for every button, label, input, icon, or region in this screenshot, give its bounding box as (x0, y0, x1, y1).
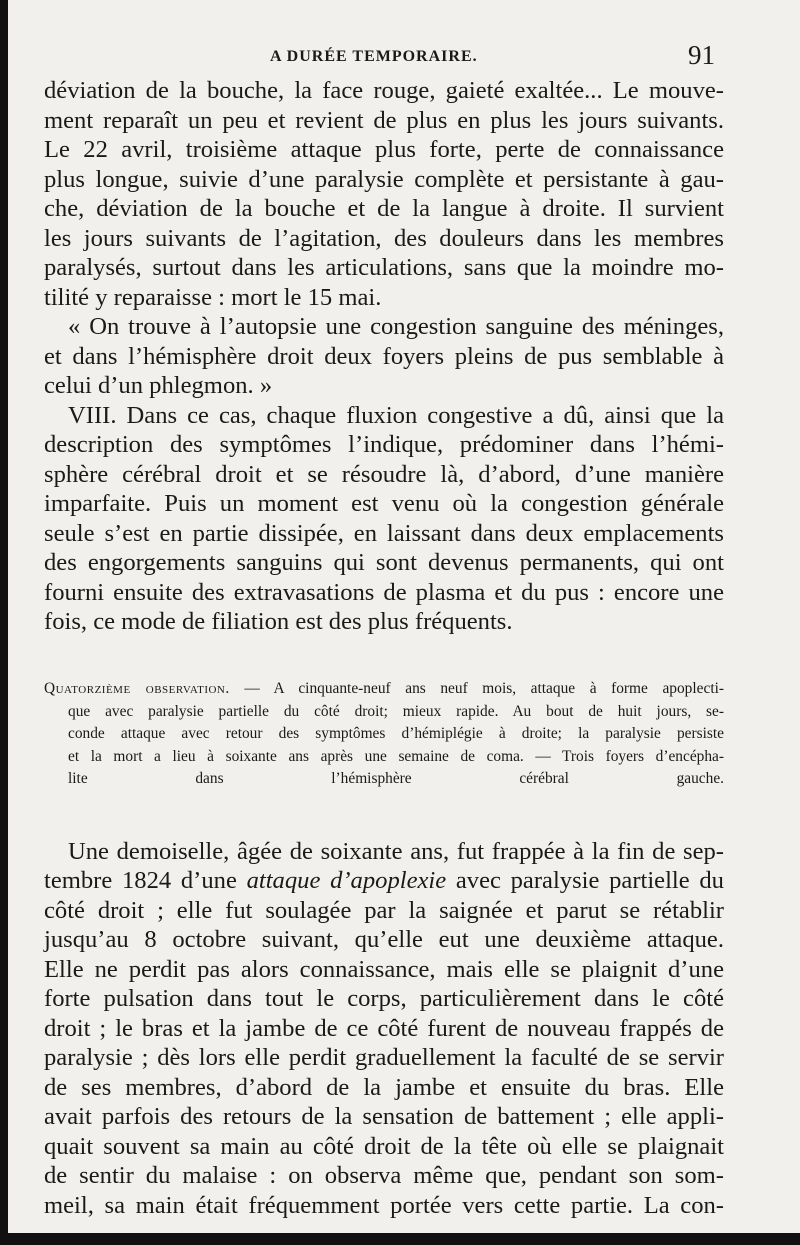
running-head: A DURÉE TEMPORAIRE. (270, 48, 478, 65)
main-text-top (44, 76, 724, 637)
paragraph-case-continuation (44, 76, 724, 312)
summary-line: lite dans l’hémisphère cérébral gauche. (68, 770, 724, 788)
emphasis-text: attaque d’apoplexie (246, 867, 447, 895)
book-page (8, 0, 800, 1233)
text-line (44, 866, 724, 896)
text-line: jusqu’au 8 octobre suivant, qu’elle eut une deuxième attaque. (44, 926, 724, 954)
text-line: fois, ce mode de filiation est des plus fréquents. (44, 608, 513, 635)
text-line: Elle ne perdit pas alors connaissance, mais elle se plaignit d’une (44, 955, 724, 983)
summary-line: conde attaque avec retour des symptômes d’hémiplégie à droite; la paralysie persiste (68, 725, 724, 743)
text-line: les jours suivants de l’agitation, des douleurs dans les membres (44, 224, 724, 252)
observation-heading: Quatorzième observation. (44, 680, 230, 697)
text-line: Le 22 avril, troisième attaque plus forte, perte de connaissance (44, 136, 724, 163)
text-line: forte pulsation dans tout le corps, particulièrement dans le côté (44, 985, 724, 1013)
page-header (8, 38, 800, 78)
text-line: côté droit ; elle fut soulagée par la saignée et parut se rétablir (44, 896, 724, 924)
text-line: et dans l’hémisphère droit deux foyers pleins de pus semblable à (44, 342, 724, 370)
text-line: fourni ensuite des extravasations de plasma et du pus : encore une (44, 578, 724, 606)
text-line: VIII. Dans ce cas, chaque fluxion congestive a dû, ainsi que la (68, 401, 724, 429)
text-line: Une demoiselle, âgée de soixante ans, fut frappée à la fin de sep- (68, 837, 724, 865)
text-line: quait souvent sa main au côté droit de la tête où elle se plaignait (44, 1132, 724, 1160)
summary-text: — A cinquante-neuf ans neuf mois, attaque à forme apoplecti- (244, 680, 724, 697)
text-line: sphère cérébral droit et se résoudre là, d’abord, d’une manière (44, 460, 724, 488)
summary-line: et la mort a lieu à soixante ans après une semaine de coma. — Trois foyers d’encépha- (68, 747, 724, 765)
text-line: paralysie ; dès lors elle perdit graduellement la faculté de se servir (44, 1044, 724, 1072)
text-line: description des symptômes l’indique, prédominer dans l’hémi- (44, 431, 724, 458)
main-text-bottom (44, 812, 724, 1245)
text-line: avait parfois des retours de la sensation de battement ; elle appli- (44, 1103, 724, 1131)
page-number: 91 (688, 40, 715, 70)
text-line: des engorgements sanguins qui sont devenus permanents, qui ont (44, 549, 724, 576)
text-line: droit ; le bras et la jambe de ce côté furent de nouveau frappés de (44, 1014, 724, 1042)
paragraph-case-description (44, 837, 724, 1221)
text-line: ment reparaît un peu et revient de plus en plus les jours suivants. (44, 106, 724, 134)
observation-summary (44, 678, 724, 791)
text-line: plus longue, suivie d’une paralysie complète et persistante à gau- (44, 165, 724, 193)
text-line: tilité y reparaisse : mort le 15 mai. (44, 283, 382, 311)
text-fragment: avec paralysie partielle du (446, 867, 724, 895)
text-line: « On trouve à l’autopsie une congestion sanguine des méninges, (68, 313, 724, 340)
paragraph-autopsy-quote (44, 312, 724, 401)
text-line: seule s’est en partie dissipée, en laissant dans deux emplacements (44, 519, 724, 547)
text-line: meil, sa main était fréquemment portée vers cette partie. La con- (44, 1191, 724, 1219)
text-line: déviation de la bouche, la face rouge, gaieté exaltée... Le mouve- (44, 77, 724, 104)
text-line: che, déviation de la bouche et de la langue à droite. Il survient (44, 195, 724, 222)
paragraph-section-viii (44, 401, 724, 637)
summary-line: que avec paralysie partielle du côté droit; mieux rapide. Au bout de huit jours, se- (68, 702, 724, 720)
text-line: imparfaite. Puis un moment est venu où la congestion générale (44, 490, 724, 517)
text-line: celui d’un phlegmon. » (44, 372, 273, 399)
summary-line (44, 678, 724, 701)
text-line: de ses membres, d’abord de la jambe et ensuite du bras. Elle (44, 1073, 724, 1101)
text-line: de sentir du malaise : on observa même que, pendant son som- (44, 1162, 724, 1190)
text-fragment: tembre 1824 d’une (44, 867, 247, 895)
text-line: paralysés, surtout dans les articulations, sans que la moindre mo- (44, 254, 724, 281)
